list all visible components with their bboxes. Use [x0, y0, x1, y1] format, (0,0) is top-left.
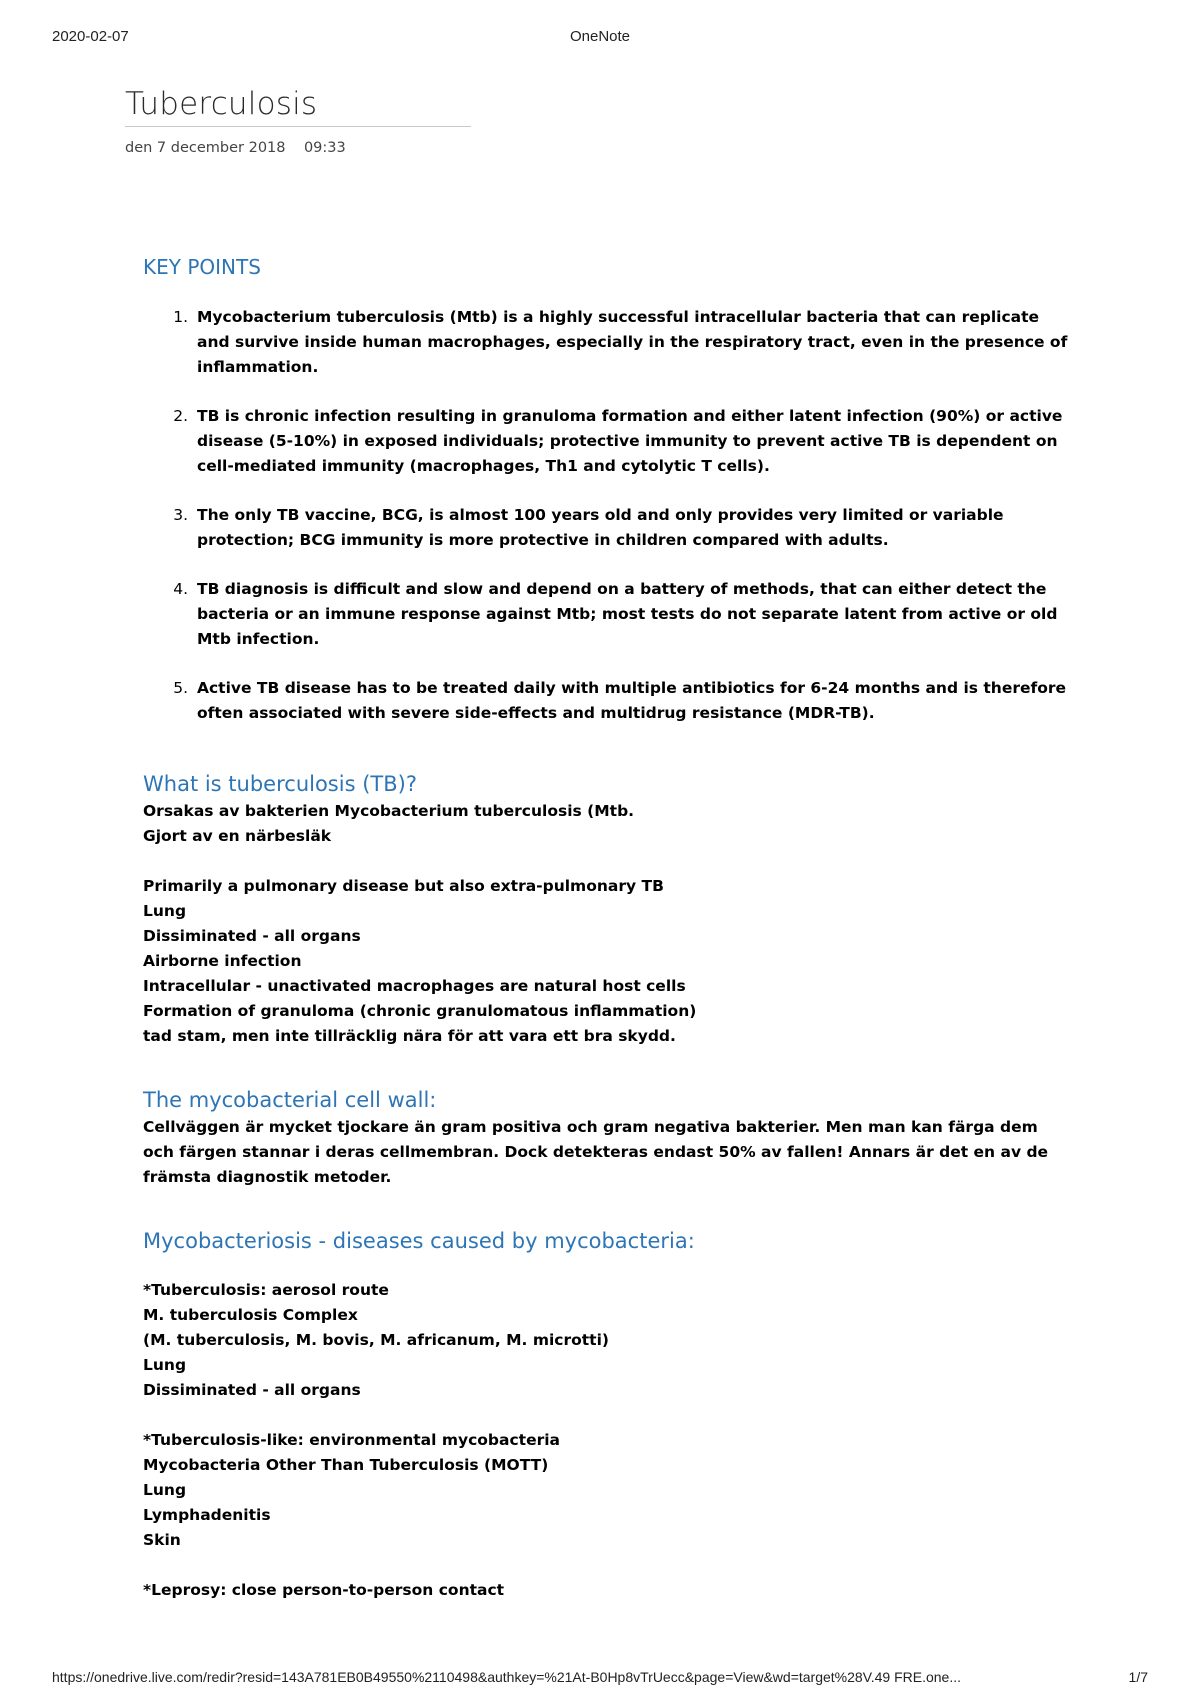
text-line: Gjort av en närbesläk: [143, 827, 332, 845]
text-line: Lung: [143, 1481, 187, 1499]
key-point-item: 3. The only TB vaccine, BCG, is almost 100 years old and only provides very limited or variable protection; BCG immunity is more protective in children compared with adults.: [193, 503, 1073, 553]
text-line: Formation of granuloma (chronic granulomatous inflammation): [143, 1002, 697, 1020]
blank-line: [143, 849, 1073, 874]
text-line: Lung: [143, 1356, 187, 1374]
cell-wall-heading: The mycobacterial cell wall:: [143, 1088, 437, 1112]
key-points-heading: KEY POINTS: [143, 255, 261, 279]
text-line: Dissiminated - all organs: [143, 1381, 361, 1399]
section-what-is-tb: [143, 769, 1073, 1049]
text-line: *Leprosy: close person-to-person contact: [143, 1581, 505, 1599]
note-content[interactable]: [143, 253, 1073, 1603]
text-line: Mycobacteria Other Than Tuberculosis (MOTT): [143, 1456, 549, 1474]
key-point-item: 4. TB diagnosis is difficult and slow and depend on a battery of methods, that can either detect the bacteria or an immune response against Mtb; most tests do not separate latent from active or old Mtb infection.: [193, 577, 1073, 652]
key-points-list: [143, 305, 1073, 726]
page-time: 09:33: [303, 140, 346, 156]
text-line: Primarily a pulmonary disease but also extra-pulmonary TB: [143, 877, 664, 895]
text-line: Intracellular - unactivated macrophages are natural host cells: [143, 977, 686, 995]
text-line: (M. tuberculosis, M. bovis, M. africanum, M. microtti): [143, 1331, 609, 1349]
key-point-item: 1. Mycobacterium tuberculosis (Mtb) is a highly successful intracellular bacteria that can replicate and survive inside human macrophages, especially in the respiratory tract, even in the presence of inflammation.: [193, 305, 1073, 380]
text-line: Lung: [143, 902, 187, 920]
blank-line: [143, 1256, 1073, 1278]
text-line: tad stam, men inte tillräcklig nära för att vara ett bra skydd.: [143, 1027, 676, 1045]
text-line: *Tuberculosis: aerosol route: [143, 1281, 389, 1299]
key-point-item: 2. TB is chronic infection resulting in granuloma formation and either latent infection (90%) or active disease (5-10%) in exposed individuals; protective immunity to prevent active TB is dependent on cell-mediated immunity (macrophages, Th1 and cytolytic T cells).: [193, 404, 1073, 479]
text-line: Orsakas av bakterien Mycobacterium tuberculosis (Mtb.: [143, 802, 635, 820]
text-line: Airborne infection: [143, 952, 302, 970]
print-app-name: OneNote: [569, 28, 631, 45]
source-url: https://onedrive.live.com/redir?resid=143A781EB0B49550%2110498&authkey=%21At-B0Hp8vTrUecc&page=View&wd=target%28V.49 FRE.one...: [52, 1669, 962, 1685]
what-is-tb-heading: What is tuberculosis (TB)?: [143, 772, 417, 796]
mycobacteriosis-heading: Mycobacteriosis - diseases caused by mycobacteria:: [143, 1229, 695, 1253]
page-title-container: [125, 86, 471, 127]
blank-line: [143, 1403, 1073, 1428]
section-cell-wall: [143, 1085, 1073, 1190]
page-datetime: [125, 140, 346, 156]
text-line: Skin: [143, 1531, 181, 1549]
key-point-item: 5. Active TB disease has to be treated daily with multiple antibiotics for 6-24 months and is therefore often associated with severe side-effects and multidrug resistance (MDR-TB).: [193, 676, 1073, 726]
text-line: *Tuberculosis-like: environmental mycobacteria: [143, 1431, 561, 1449]
print-header: [52, 28, 1148, 48]
page-date: den 7 december 2018: [125, 140, 286, 156]
section-mycobacteriosis: [143, 1226, 1073, 1603]
page-title[interactable]: Tuberculosis: [125, 86, 318, 122]
print-date: 2020-02-07: [52, 28, 129, 45]
cell-wall-paragraph: Cellväggen är mycket tjockare än gram positiva och gram negativa bakterier. Men man kan färga dem och färgen stannar i deras cellmembran. Dock detekteras endast 50% av fallen! Annars är det en av de främsta diagnostik metoder.: [143, 1118, 1049, 1186]
text-line: Lymphadenitis: [143, 1506, 271, 1524]
text-line: M. tuberculosis Complex: [143, 1306, 358, 1324]
print-footer: [52, 1669, 1148, 1689]
blank-line: [143, 1553, 1073, 1578]
text-line: Dissiminated - all organs: [143, 927, 361, 945]
page-number: 1/7: [1128, 1669, 1148, 1685]
